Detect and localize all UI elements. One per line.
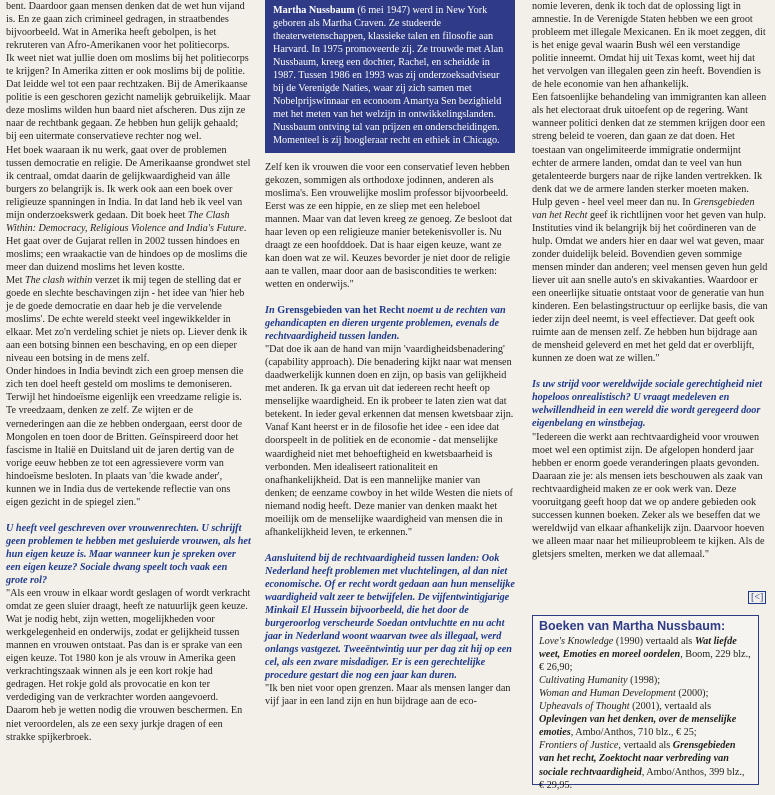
books-box — [532, 615, 759, 791]
interview-question: Aansluitend bij de rechtvaardigheid tussen landen: Ook Nederland heeft problemen met vluchtelingen, al dan niet economische. Of er recht wordt gedaan aan hun menselijke waardigheid valt zeer te betwijfelen. De vijfentwintigjarige Minkail El Hussein bijvoorbeeld, die het door de burgeroorlog verscheurde Soedan ontvluchtte en nu acht jaar in Nederland woont waarvan twee als illegaal, werd onlangs vastgezet. Tweeëntwintig uur per dag zit hij op een cel, als een zware misdadiger. Er is een gerechtelijke procedure gestart die nog een jaar kan duren. — [265, 552, 515, 682]
paragraph: "Ik ben niet voor open grenzen. Maar als mensen langer dan vijf jaar in een land zijn en hun bijdrage aan de eco- — [265, 683, 511, 708]
interview-question: U heeft veel geschreven over vrouwenrechten. U schrijft geen problemen te hebben met gesluierde vrouwen, als het hun eigen keuze is. Maar wanneer kun je spreken over een eigen keuze? Sociale dwang speelt toch vaak een grote rol? — [6, 522, 251, 587]
book-entry: Woman and Human Development (2000); — [539, 688, 709, 700]
column-left — [6, 0, 251, 744]
paragraph: Vanaf Kant heerst er in de filosofie het idee - een idee dat doorspeelt in de politiek en de economie - dat menselijke waardigheid niet met behoeftigheid en kwetsbaarheid is verbonden. Men idealiseert rationaliteit en onafhankelijkheid. Dat is een mannelijke manier van denken; de eenzame cowboy in het wilde Westen die niets of niemand nodig heeft. Deze manier van denken maakt het moeilijk om de menselijke waardigheid van mensen die in afhankelijkheid leven, te erkennen." — [265, 422, 513, 538]
bio-name: Martha Nussbaum — [273, 5, 355, 16]
paragraph: nomie leveren, denk ik toch dat de oplossing ligt in amnestie. In de Verenigde Staten hebben we een groot probleem met illegale Mexicanen. En ik moet zeggen, dit is het enige geval waarin Bush wél een verstandige politie inneemt. Omdat hij uit Texas komt, weet hij dat het vervolgen van illegalen geen zin heeft. Bovendien is de hele economie van hen afhankelijk. — [532, 1, 766, 91]
book-entry: Frontiers of Justice, vertaald als Grensgebieden van het recht, Zoektocht naar verbreding van sociale rechtvaardigheid, Ambo/Anthos, 399 blz., € 29,95. — [539, 740, 745, 791]
paragraph: bent. Daardoor gaan mensen denken dat de wet hun vijand is. En ze gaan zich crimineel gedragen, in straatbendes bijvoorbeeld. Wat in Amerika heeft gebolpen, is het rekruteren van Afro-Amerikanen voor het politiecorps. — [6, 1, 245, 52]
book-entry: Love's Knowledge (1990) vertaald als Wat liefde weet, Emoties en moreel oordelen, Boom, 229 blz.,€ 26,90; — [539, 636, 751, 674]
paragraph: Met The clash within verzet ik mij tegen de stelling dat er goede en slechte beschavingen zijn - het idee van 'hier heb je de goede democratie en daar heb je die vervelende moslims'. De echte wereld steekt veel ingewikkelder in elkaar. Met zo'n verdeling schiet je niets op. Liever denk ik aan een botsing binnen een beschaving, en op een dieper niveau een botsing in de mens zelf. — [6, 274, 248, 365]
book-entry: Cultivating Humanity (1998); — [539, 675, 661, 687]
column-middle — [265, 0, 515, 708]
paragraph: Instituties vind ik belangrijk bij het coördineren van de hulp. Omdat we anders hier en daar wel wat geven, maar zonder duidelijk beleid. Bovendien geven sommige mensen minder dan anderen; veel mensen geven hun geld liever uit aan snelle auto's en skivakanties. Waardoor er een oneerlijke situatie ontstaat voor de generatie van hun kinderen. Een belastingstructuur op eerlijke basis, die van ieder zijn deel neemt, is veel effectiever. Dat geeft ook ruimte aan de mensen zelf. Ze hebben hun bijdrage aan de mensheid geleverd en met het geld dat er overblijft, kunnen ze doen wat ze willen." — [532, 222, 768, 365]
paragraph: "Dat doe ik aan de hand van mijn 'vaardigheidsbenadering' (capability approach). Die benadering kijkt naar wat mensen daadwerkelijk kunnen doen en zijn, op basis van gelijkheid met anderen. Ik ga ervan uit dat iedereen recht heeft op menselijke waardigheid. En ik probeer te laten zien wat dat betekent. In ieder geval erkennen dat mensen kwetsbaar zijn. — [265, 344, 514, 421]
paragraph: "Als een vrouw in elkaar wordt geslagen of wordt verkracht omdat ze geen sluier draagt, heeft ze natuurlijk geen keuze. Wat je nodig hebt, zijn wetten, mogelijkheden voor werkgelegenheid en onderwijs, zodat er gelijkheid tussen mannen en vrouwen ontstaat. Pas dan is er sprake van een eigen keuze. Tot 1980 kon je als vrouw in Amerika geen verkrachtingszaak winnen als je een kort rokje had gedragen. Het rokje gold als provocatie en kon ter verdediging van de verkrachter worden aangevoerd. Daarom heb je wetten nodig die vrouwen beschermen. En niet veroordelen, als ze een sexy jurkje dragen of een strakke spijkerbroek. — [6, 588, 251, 743]
paragraph: Onder hindoes in India bevindt zich een groep mensen die zich ten doel heeft gesteld om moslims te demoniseren. Terwijl het hindoeïsme eigenlijk een vreedzame religie is. Te vreedzaam, denken ze zelf. Ze wijten er de vernederingen aan die ze hebben ondergaan, eerst door de Mongolen en toen door de Britten. Geïnspireerd door het fascisme in Italië en Duitsland uit de jaren dertig van de vorige eeuw hebben ze tot een agressievere vorm van hindoeïsme besloten. In plaats van 'die kwade ander', kunnen we in India dus de vertekende reflectie van ons eigen gezicht in de spiegel zien." — [6, 366, 244, 508]
paragraph: Zelf ken ik vrouwen die voor een conservatief leven hebben gekozen, sommigen als orthodoxe jodinnen, anderen als moslima's. Een vrouwelijke moslim professor bijvoorbeeld. Eerst was ze een hippie, en ze sliep met een heleboel mannen. Maar van dat leven kreeg ze genoeg. Ze besloot dat haar leven op een religieuze manier betekenisvoller is. Nu draagt ze een hoofddoek. Dat is haar eigen keuze, want ze kan doen wat ze wil. Keuzes bevorder je niet door de religie aan te vallen, maar door aan de basiscondities te werken: wetten en onderwijs." — [265, 161, 513, 290]
column-right — [532, 0, 768, 561]
end-mark-icon: [<] — [748, 591, 766, 604]
books-title: Boeken van Martha Nussbaum: — [539, 619, 726, 633]
paragraph: Het boek waaraan ik nu werk, gaat over de problemen tussen democratie en religie. De Amerikaanse grondwet stel ik centraal, omdat daarin de gelijkwaardigheid van álle burgers zo belangrijk is. Ik werk ook aan een boek over religieuze spanningen in India. In dat land heb ik veel van mijn onderzoekswerk gedaan. Dit boek heet The Clash Within: Democracy, Religious Violence and India's Future. Het gaat over de Gujarat rellen in 2002 tussen hindoes en moslims; een wraakactie van de hindoes op de moslims die meer dan duizend moslims het leven kostte. — [6, 144, 251, 273]
biography-box — [265, 0, 515, 153]
interview-question: Is uw strijd voor wereldwijde sociale gerechtigheid niet hopeloos onrealistisch? U vraagt medeleven en welwillendheid in een wereld die wordt geregeerd door eigenbelang en winstbejag. — [532, 379, 763, 430]
paragraph: Een fatsoenlijke behandeling van immigranten kan alleen als het electoraat druk uitoefent op de regering. Want wanneer politici denken dat ze stemmen krijgen door een streng beleid te voeren, dan gaan ze dat doen. Het toestaan van ongelimiteerde immigratie ondermijnt echter de armere landen, omdat dan te veel van hun getalenteerde burgers naar de rijke landen vertrekken. Ik denk dat we de armere landen sterker moeten maken. Hulp geven - heel veel meer dan nu. In Grensgebieden van het Recht geef ik richtlijnen voor het geven van hulp. — [532, 92, 767, 221]
bio-text: (6 mei 1947) werd in New York geboren als Martha Craven. Ze studeerde theaterwetenschappen, klassieke talen en filosofie aan Harvard. In 1975 promoveerde zij. Ze trouwde met Alan Nussbaum, kreeg een dochter, Rachel, en scheidde in 1987. Tussen 1986 en 1993 was zij onderzoeksadviseur bij de Verenigde Naties, waar zij zich samen met Nobelprijswinnaar en econoom Amartya Sen bezighield met het meten van het welzijn in ontwikkelingslanden. Nussbaum ontving tal van prijzen en onderscheidingen. Momenteel is zij hoogleraar recht en ethiek in Chicago. — [273, 5, 504, 147]
book-entry: Upheavals of Thought (2001), vertaald als Oplevingen van het denken, over de menselijke emoties, Ambo/Anthos, 710 blz., € 25; — [539, 701, 737, 739]
paragraph: "Iedereen die werkt aan rechtvaardigheid voor vrouwen moet wel een optimist zijn. De afgelopen honderd jaar hebben er enorm goede veranderingen plaats gevonden. Daaraan zie je: als mensen iets beschouwen als zaak van rechtvaardigheid maken ze er ook werk van. Deze vooruitgang geeft hoop dat we op andere gebieden ook successen kunnen boeken. Zeker als we beseffen dat we wereldwijd van elkaar afhankelijk zijn. Daarvoor hoeven we alleen maar naar het milieuprobleem te kijken. Als de gletsjers smelten, merken we dat allemaal." — [532, 431, 765, 560]
paragraph: Ik weet niet wat jullie doen om moslims bij het politiecorps te krijgen? In Amerika zitten er ook moslims bij de politie. Dat leidde wel tot een paar rechtzaken. Bij de Amerikaanse politie is een geschoren gezicht namelijk gebruikelijk. Maar deze moslims wilden hun baard niet afscheren. Dus zijn ze naar de rechtbank gegaan. Ze hebben hun gelijk gehaald; bij een uitermate conservatieve rechter nog wel. — [6, 53, 251, 143]
interview-question: In Grensgebieden van het Recht noemt u de rechten van gehandicapten en dieren urgente problemen, evenals de rechtvaardigheid tussen landen. — [265, 304, 506, 343]
